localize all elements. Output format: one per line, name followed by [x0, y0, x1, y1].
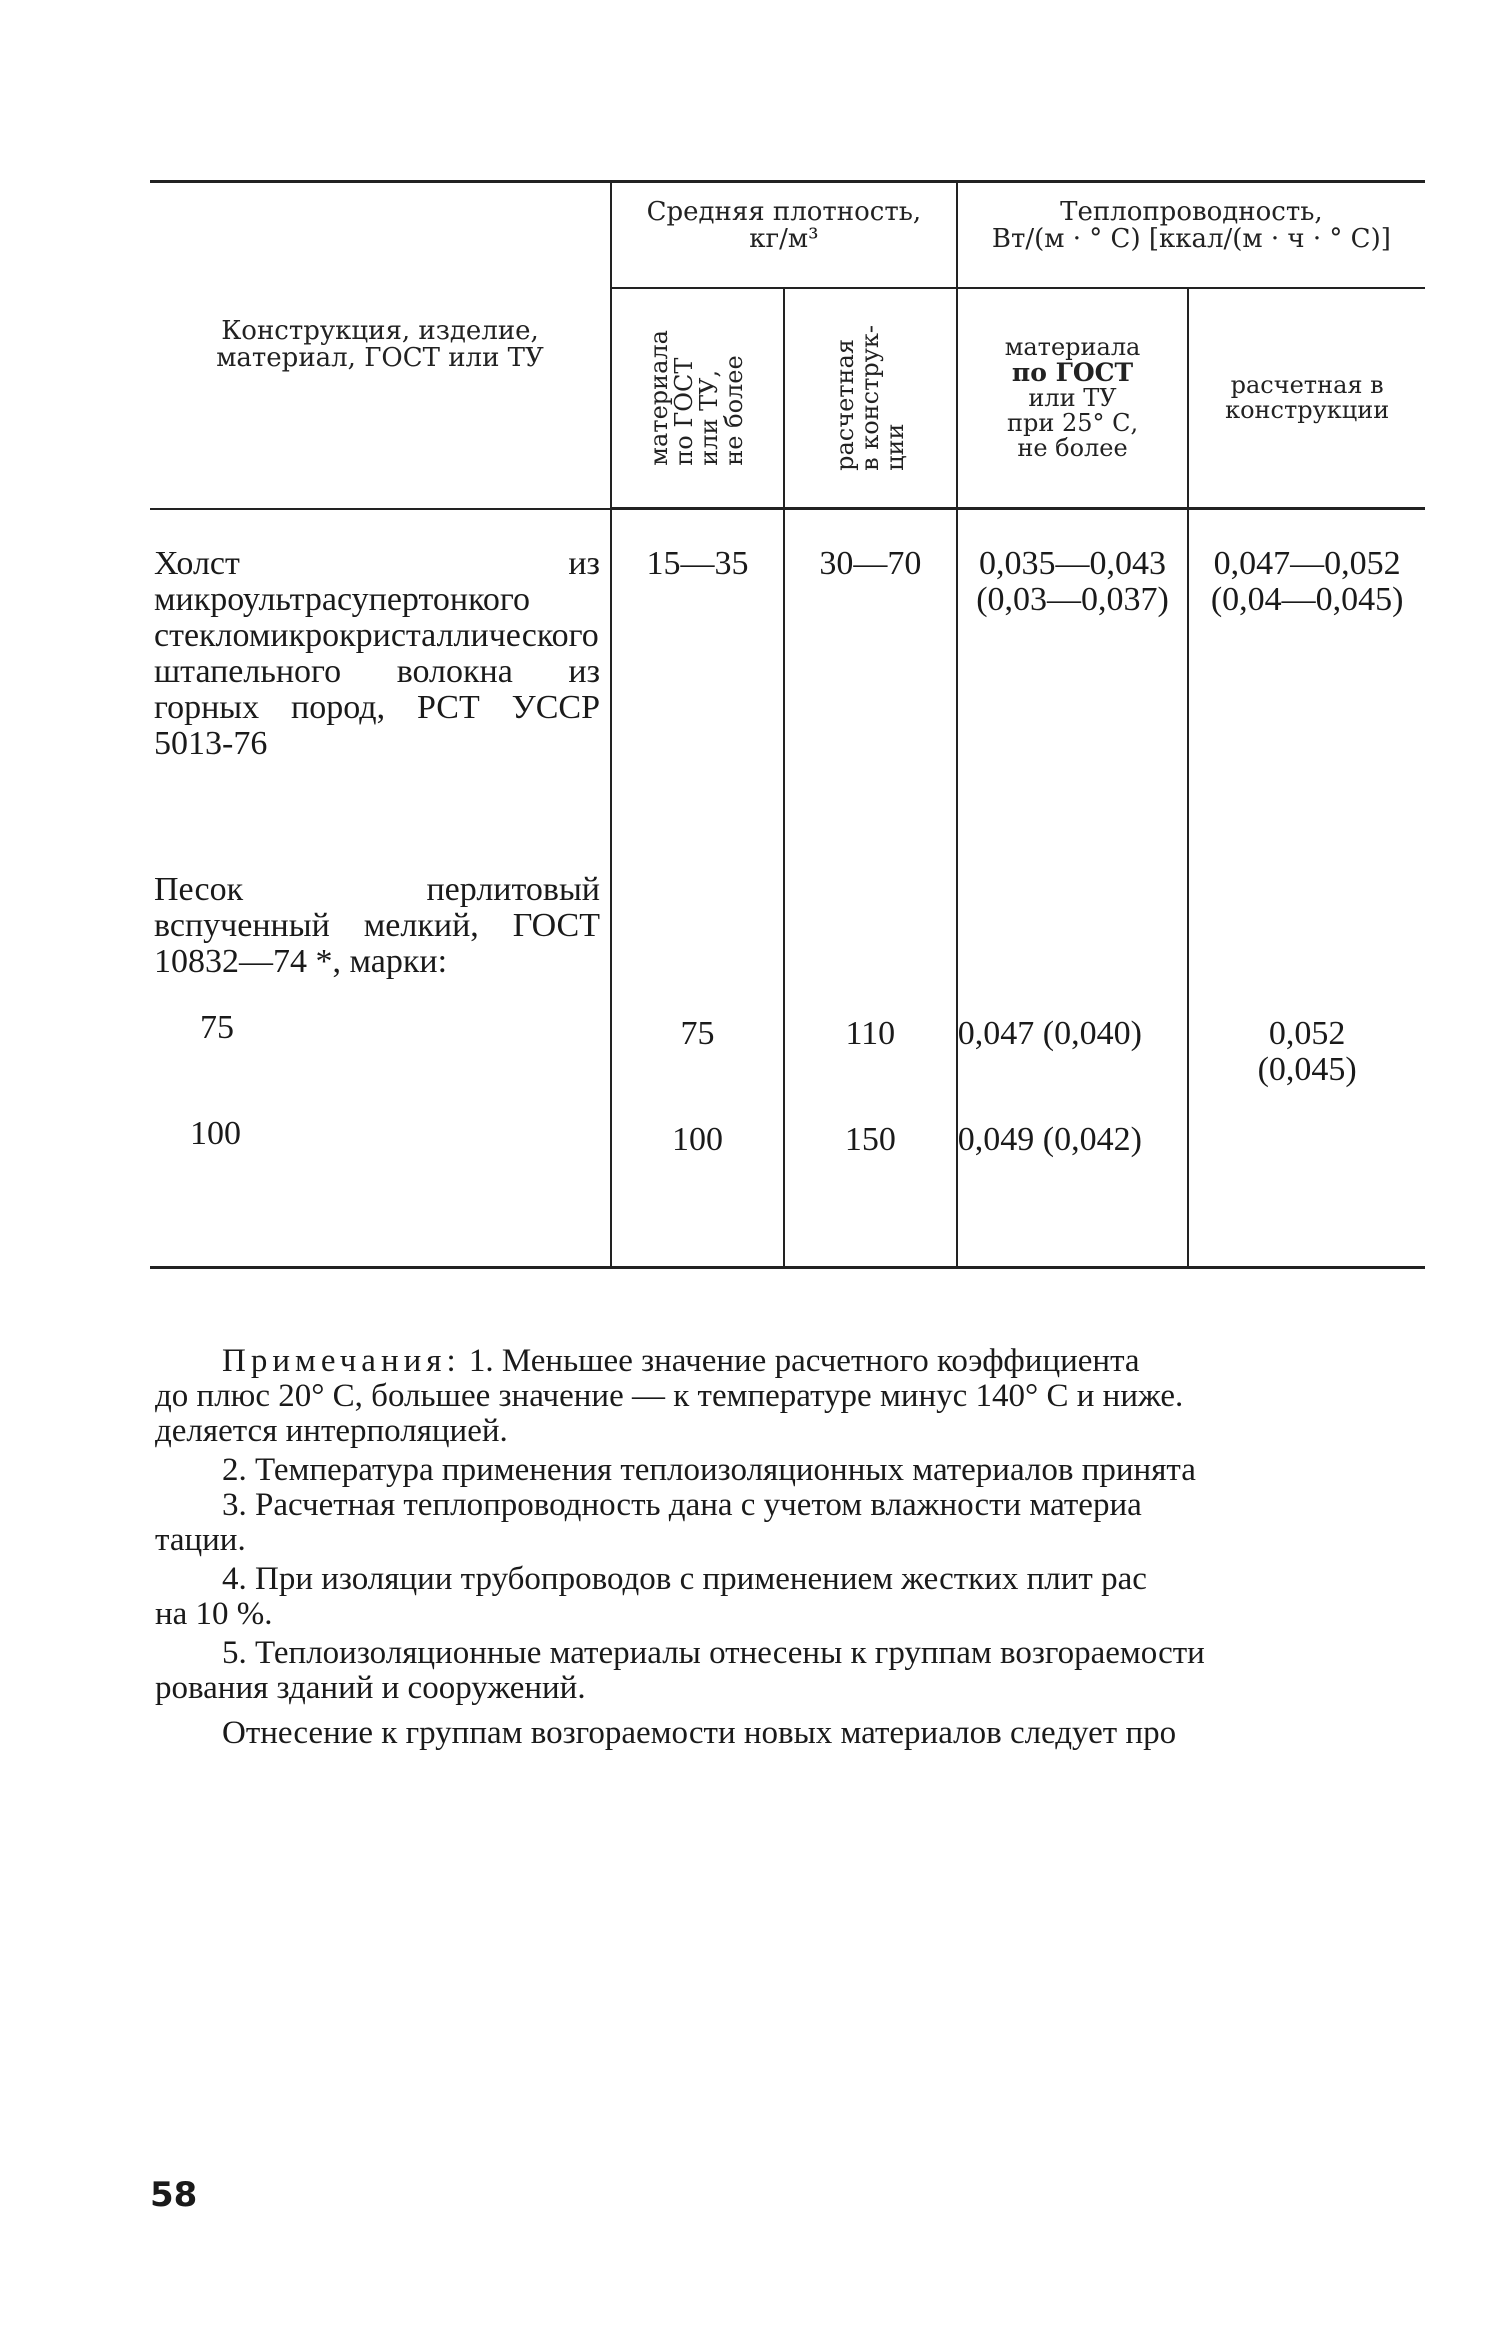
note-5-end: рования зданий и сооружений.: [155, 1670, 586, 1706]
notes-section: [155, 1345, 1380, 1752]
header-cond-calc: расчетная в конструкции: [1188, 288, 1425, 509]
header-conductivity-group: [957, 182, 1425, 289]
notes-title: Примечания:: [222, 1343, 461, 1379]
density-material-cell: 15—35: [611, 509, 784, 830]
table-row: [150, 838, 1425, 1268]
note-1: 1. Меньшее значение расчетного коэффициента: [468, 1343, 1140, 1379]
note-4: 4. При изоляции трубопроводов с применением жестких плит рас: [222, 1561, 1147, 1597]
cond-calc-cell: 0,047—0,052 (0,04—0,045): [1188, 509, 1425, 830]
note-1-cont: до плюс 20° С, большее значение — к температуре минус 140° С и ниже.: [155, 1378, 1184, 1414]
cond-calc-cell: 0,052 (0,045): [1188, 838, 1425, 1268]
density-calc-cell: 30—70: [784, 509, 957, 830]
grade-label: 75: [200, 1009, 234, 1046]
closing-text: Отнесение к группам возгораемости новых материалов следует про: [222, 1715, 1177, 1751]
row-description: Холст из микроультрасупертонкого стекломикрокристаллического штапельного волокна из горных пород, РСТ УССР 5013-76: [154, 544, 600, 762]
properties-table: [150, 180, 1425, 1269]
note-3: 3. Расчетная теплопроводность дана с учетом влажности материа: [222, 1487, 1142, 1523]
header-construction: Конструкция, изделие, материал, ГОСТ или ТУ: [150, 182, 611, 509]
density-calc-cell: 110 150: [784, 838, 957, 1268]
table-row: [150, 509, 1425, 830]
density-material-cell: 75 100: [611, 838, 784, 1268]
header-cond-material: материала по ГОСТ или ТУ при 25° С, не более: [957, 288, 1189, 509]
note-5: 5. Теплоизоляционные материалы отнесены к группам возгораемости: [222, 1635, 1205, 1671]
cond-material-cell: 0,047 (0,040) 0,049 (0,042): [957, 838, 1189, 1268]
header-density-group: Средняя плотность, кг/м³: [611, 182, 957, 289]
page-number: 58: [150, 2175, 198, 2215]
conductivity-units: Вт/(м · ° С) [ккал/(м · ч · ° С)]: [991, 224, 1391, 254]
header-density-material: материала по ГОСТ или ТУ, не более: [611, 288, 784, 509]
grade-label: 100: [190, 1115, 241, 1152]
header-density-calc: расчетная в конструк- ции: [784, 288, 957, 509]
row-divider: [150, 829, 1425, 838]
conductivity-title: Теплопроводность,: [1060, 197, 1323, 227]
note-4-end: на 10 %.: [155, 1596, 273, 1632]
note-3-end: тации.: [155, 1522, 246, 1558]
row-description: Песок перлитовый вспученный мелкий, ГОСТ 10832—74 *, марки: 75 100: [150, 838, 611, 1268]
cond-material-cell: 0,035—0,043 (0,03—0,037): [957, 509, 1189, 830]
note-2: 2. Температура применения теплоизоляционных материалов принята: [222, 1452, 1196, 1488]
note-1-end: деляется интерполяцией.: [155, 1413, 508, 1449]
